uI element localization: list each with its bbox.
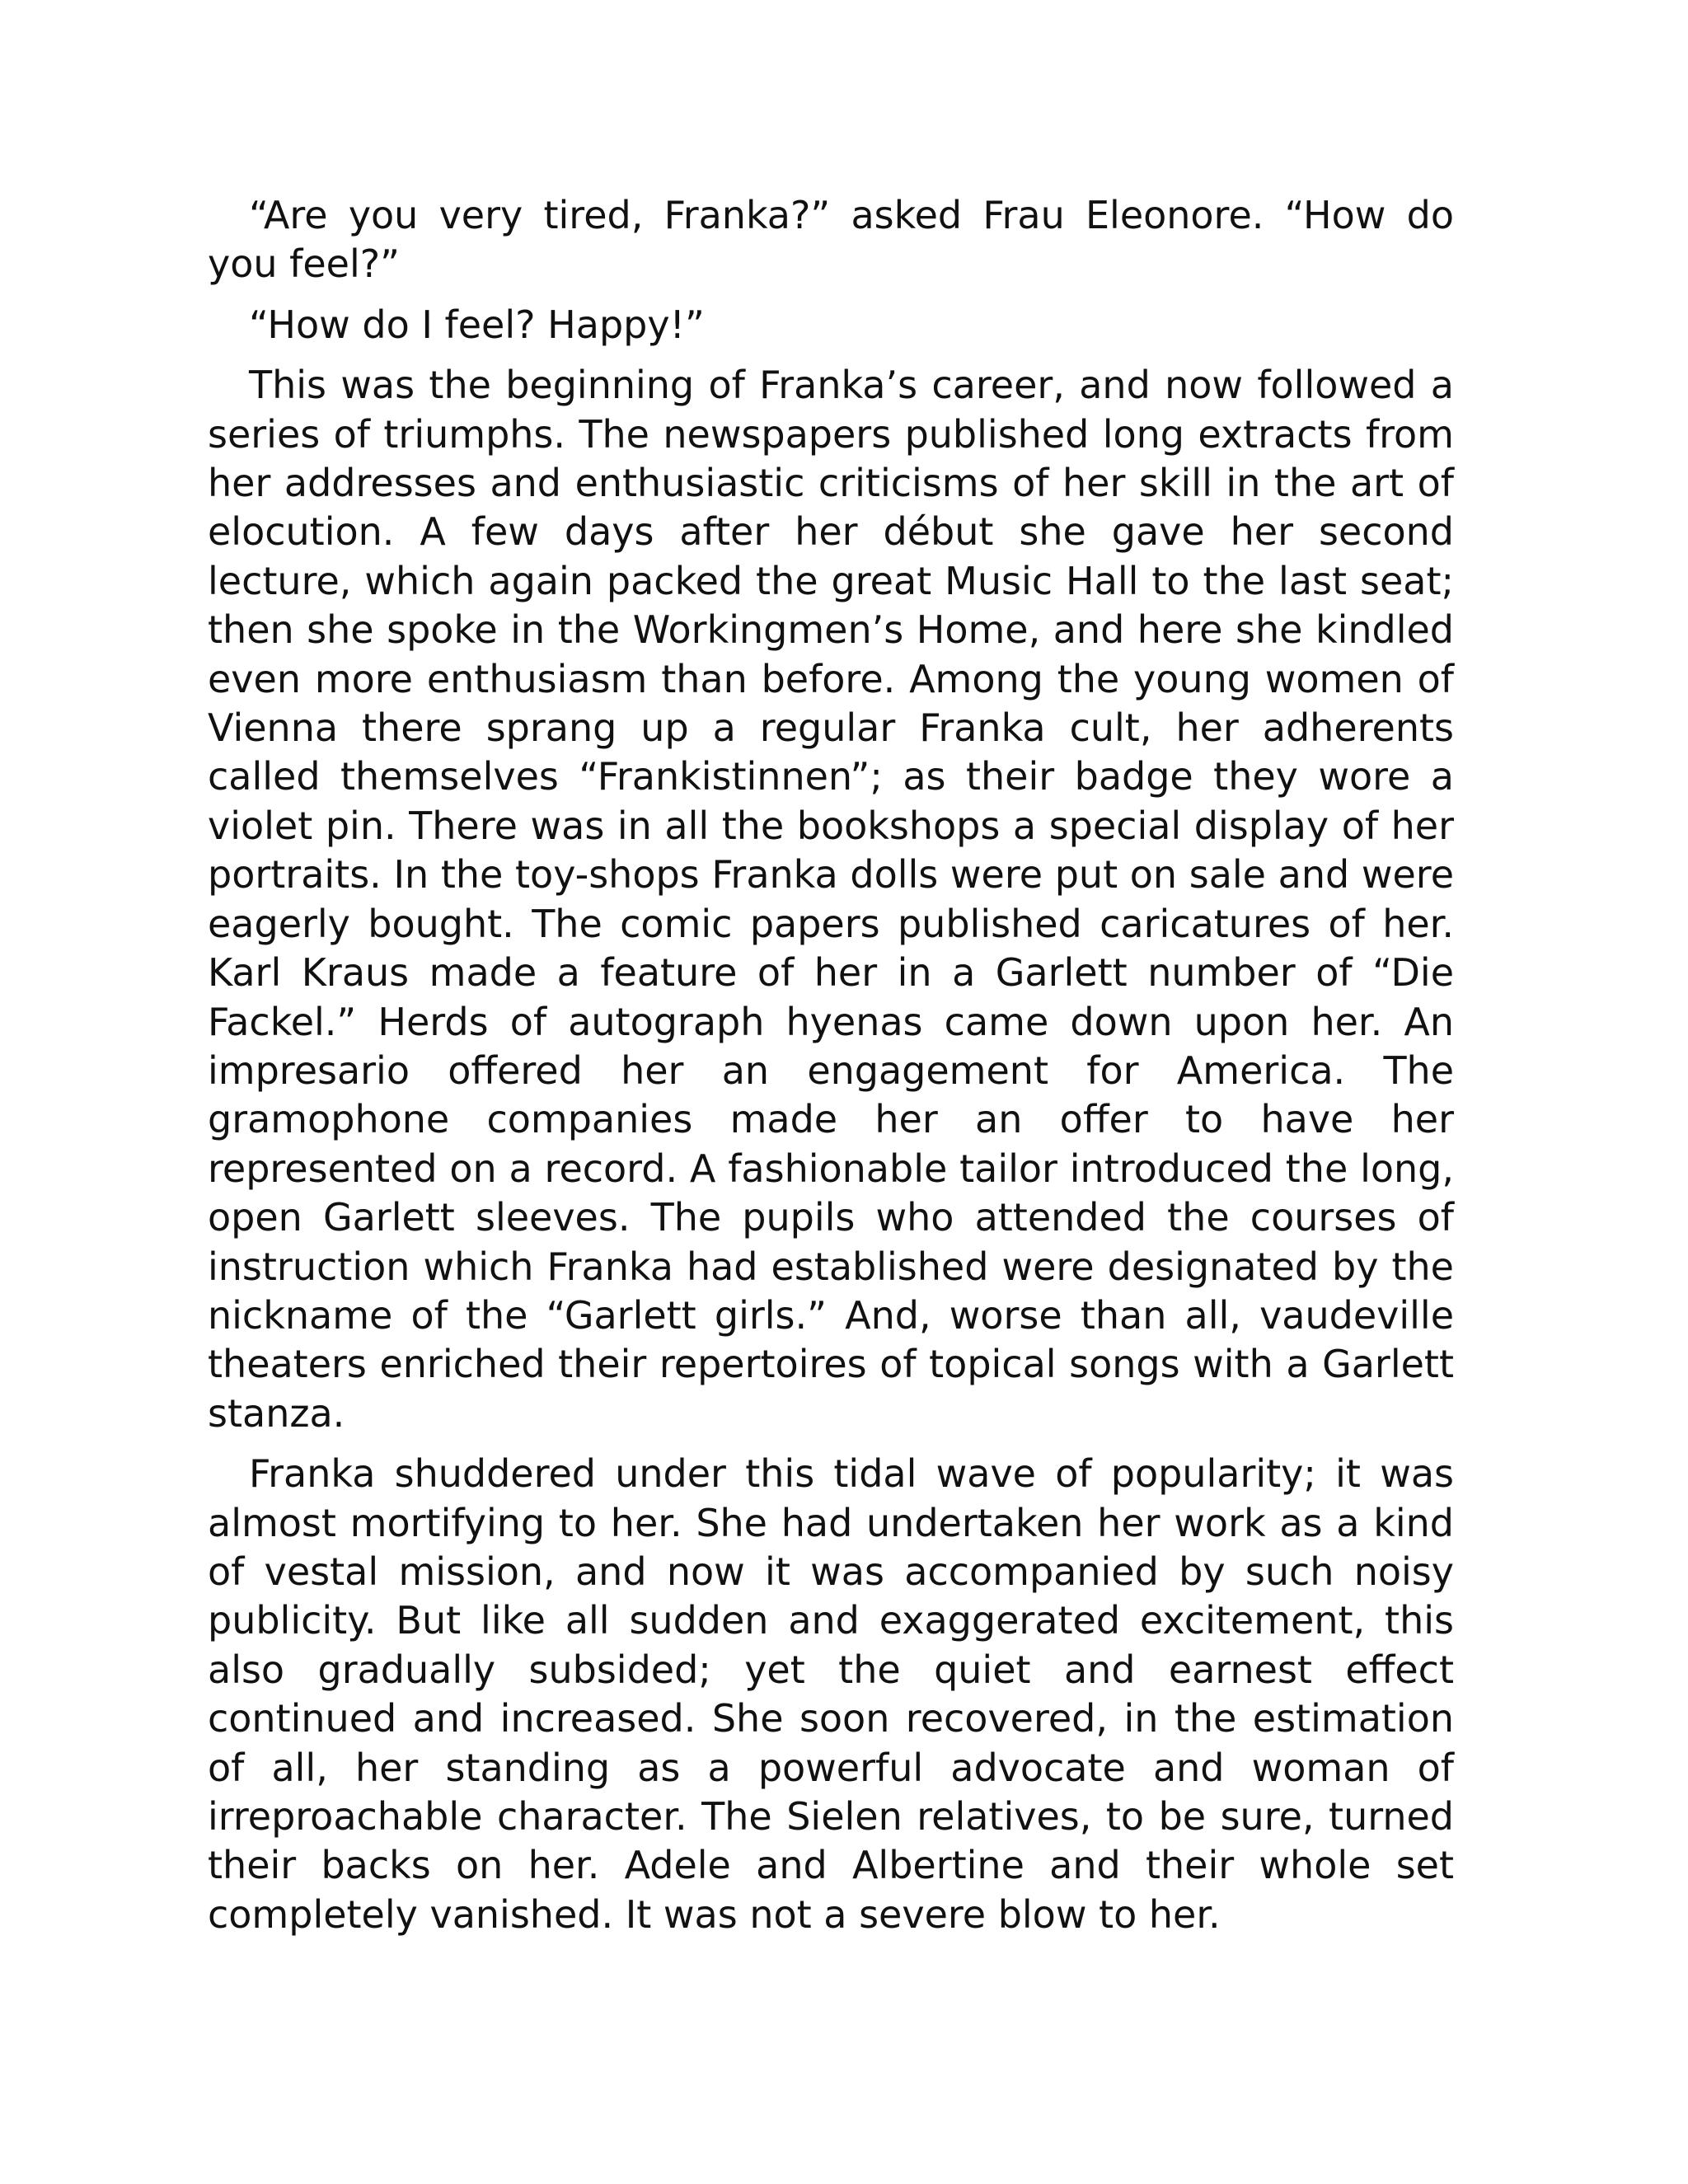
paragraph-dialogue-answer: “How do I feel? Happy!” (249, 302, 705, 347)
paragraph-career-triumphs: This was the beginning of Franka’s career, and now followed a series of triumphs. The newspapers published long extracts from her addresses and enthusiastic criticisms of her skill in the art of elocution. A few days after her début she gave her second lecture, which again packed the great Music Hall to the last seat; then she spoke in the Workingmen’s Home, and here she kindled even more enthusiasm than before. Among the young women of Vienna there sprang up a regular Franka cult, her adherents called themselves “Frankistinnen”; as their badge they wore a violet pin. There was in all the bookshops a special display of her portraits. In the toy-shops Franka dolls were put on sale and were eagerly bought. The comic papers published caricatures of her. Karl Kraus made a feature of her in a Garlett number of “Die Fackel.” Herds of autograph hyenas came down upon her. An impresario offered her an engagement for America. The gramophone companies made her an offer to have her represented on a record. A fashionable tailor introduced the long, open Garlett sleeves. The pupils who attended the courses of instruction which Franka had established were designated by the nickname of the “Garlett girls.” And, worse than all, vaudeville theaters enriched their repertoires of topical songs with a Garlett stanza. (208, 363, 1454, 1436)
paragraph-dialogue-question: “Are you very tired, Franka?” asked Frau Eleonore. “How do you feel?” (208, 193, 1454, 287)
document-page (208, 191, 1454, 1951)
paragraph-popularity: Franka shuddered under this tidal wave of popularity; it was almost mortifying to her. She had undertaken her work as a kind of vestal mission, and now it was accompanied by such noisy publicity. But like all sudden and exaggerated excitement, this also gradually subsided; yet the quiet and earnest effect continued and increased. She soon recovered, in the estimation of all, her standing as a powerful advocate and woman of irreproachable character. The Sielen relatives, to be sure, turned their backs on her. Adele and Albertine and their whole set completely vanished. It was not a severe blow to her. (208, 1451, 1454, 1937)
